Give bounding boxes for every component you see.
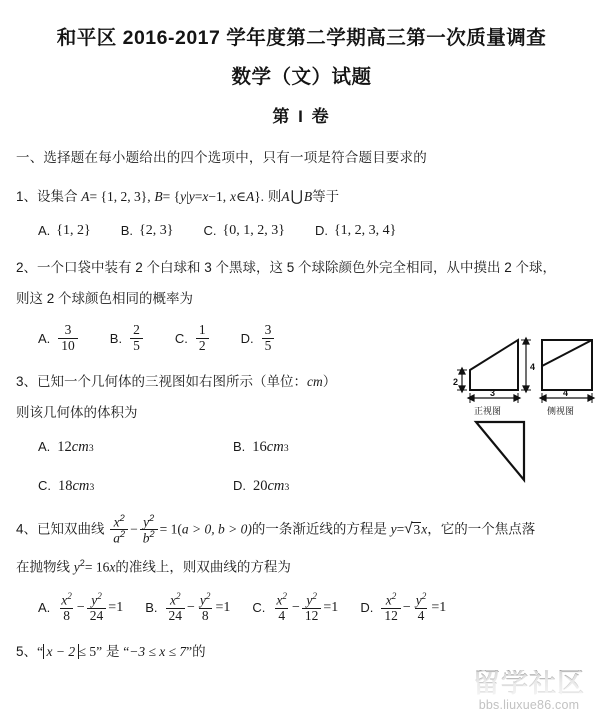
q4-option-b-denom-x: 24 — [166, 608, 186, 623]
side-view-base-dim-label: 4 — [563, 388, 569, 398]
q4-option-c-fraction-x: $\frac{x^2}{4}$ — [276, 591, 287, 624]
q3-option-c-exponent: 3 — [89, 481, 95, 493]
q4-option-a-fraction-y: $\frac{y^2}{24}$ — [87, 592, 107, 623]
q2-option-d-denominator: 5 — [262, 338, 275, 353]
q3-option-a-unit: cm — [71, 438, 89, 455]
q1-option-b[interactable] — [121, 223, 174, 239]
q5-quote-close: ” — [96, 644, 103, 660]
sqrt-icon: √ 3 — [404, 520, 421, 538]
front-view-label: 正视图 — [474, 406, 502, 416]
q1-option-a[interactable] — [38, 223, 91, 239]
side-view-shape — [542, 340, 592, 390]
q4-option-d-denom-y: 4 — [415, 608, 428, 623]
q1-option-d[interactable] — [315, 223, 396, 239]
q4-option-d-fraction-y: $\frac{y^2}{4}$ — [415, 591, 427, 624]
q2-option-a-denominator: 10 — [58, 338, 78, 353]
q4-option-a-denom-x: 8 — [60, 608, 73, 623]
question-2 — [16, 258, 589, 279]
q2-option-b-label: B. — [109, 330, 123, 346]
page-title: 和平区 2016-2017 学年度第二学期高三第一次质量调查 — [56, 27, 547, 49]
question-1 — [16, 185, 589, 208]
q3-option-b-value: 16 — [252, 438, 267, 455]
q4-option-b-fraction-x: $\frac{x^2}{24}$ — [166, 592, 186, 623]
q1-set-b-minus: −1 — [208, 189, 223, 205]
q4-option-b-label: B. — [145, 600, 158, 616]
q4-number: 4、 — [16, 521, 38, 537]
q3-unit: cm — [307, 373, 323, 389]
watermark-brand: 留学社区 — [459, 670, 599, 697]
q4-option-c-denom-y: 12 — [302, 608, 322, 623]
question-2-line2: 则这 2 个球颜色相同的概率为 — [16, 290, 194, 306]
q1-set-b-comma: , — [222, 189, 227, 205]
q1-then: 则 — [267, 189, 282, 205]
q2-option-b[interactable] — [110, 323, 145, 352]
q3-option-d-unit: cm — [267, 477, 285, 494]
q4-option-c-denom-x: 4 — [275, 608, 288, 623]
q4-option-d-fraction-x: $\frac{x^2}{12}$ — [381, 592, 401, 623]
q1-option-a-text: {1, 2} — [56, 222, 91, 238]
q4-eq2: = — [396, 521, 405, 537]
q4-option-b-fraction-y: $\frac{y^2}{8}$ — [199, 591, 211, 624]
q1-option-d-text: {1, 2, 3, 4} — [333, 222, 397, 238]
q3-number: 3、 — [16, 373, 38, 389]
q4-option-a-denom-y: 24 — [87, 608, 107, 623]
q4-option-b[interactable]: B. $\frac{x^2}{24}$ − $\frac{y^2}{8}$ =1 — [145, 591, 231, 624]
q1-set-b-close: } — [254, 189, 261, 205]
question-4-options — [16, 592, 589, 623]
q4-option-a[interactable]: A. $\frac{x^2}{8}$ − $\frac{y^2}{24}$ =1 — [38, 591, 124, 624]
q5-relation-2: −3 ≤ x ≤ 7 — [129, 644, 187, 660]
q1-set-b-x: x — [202, 189, 209, 205]
q3-option-b-unit: cm — [266, 438, 284, 455]
q4-option-a-fraction-x: $\frac{x^2}{8}$ — [61, 591, 72, 624]
site-watermark — [459, 670, 599, 712]
union-icon: ⋃ — [290, 188, 303, 206]
q3-stem-line1-b: ） — [322, 373, 337, 389]
q5-quote-open-2: “ — [123, 644, 130, 660]
q2-option-d-label: D. — [240, 330, 254, 346]
q4-y: y — [390, 521, 397, 537]
q4-option-c-label: C. — [252, 600, 266, 616]
q2-option-a-fraction — [58, 323, 78, 352]
question-5 — [16, 642, 589, 663]
q1-stem-prefix: 设集合 — [37, 189, 78, 205]
q4-line2-eq: = 16 — [84, 559, 110, 575]
q1-option-c[interactable] — [204, 223, 285, 239]
q2-option-b-numerator: 2 — [133, 322, 140, 338]
q4-eq-tail: = 1( — [159, 521, 182, 537]
q4-option-c[interactable]: C. $\frac{x^2}{4}$ − $\frac{y^2}{12}$ =1 — [252, 591, 339, 624]
q4-option-b-denom-y: 8 — [199, 608, 212, 623]
q2-option-a-label: A. — [38, 330, 51, 346]
q2-option-b-fraction — [130, 323, 143, 352]
q4-line2-a: 在抛物线 — [16, 559, 70, 575]
watermark-url: bbs.liuxue86.com — [478, 698, 580, 712]
q3-option-a-label: A. — [38, 438, 51, 454]
q1-number: 1、 — [16, 189, 38, 205]
q1-set-b-a: A — [245, 189, 255, 205]
q1-set-b-open: = { — [162, 189, 181, 205]
front-view-left-dim-label: 2 — [453, 377, 459, 387]
q4-option-d[interactable]: D. $\frac{x^2}{12}$ − $\frac{y^2}{4}$ =1 — [360, 591, 447, 624]
q4-line2-x: x — [109, 559, 116, 575]
q4-line2-y: y — [73, 559, 80, 575]
q3-option-d-exponent: 3 — [284, 481, 290, 493]
front-view-right-dim-label: 4 — [530, 362, 536, 372]
q3-option-d-label: D. — [233, 477, 246, 493]
q5-relation-1: ≤ 5 — [78, 644, 97, 660]
q3-option-a-value: 12 — [57, 438, 72, 455]
q1-set-b-var2: y — [188, 189, 195, 205]
question-4: 4、已知双曲线 $\frac{x^2}{a^2}$ − $\frac{y^2}{b^2}$ = 1(a > 0, b > 0)的一条渐近线的方程是 y= √ 3 x，它的一个焦点落 — [16, 512, 536, 546]
q2-option-c-label: C. — [174, 330, 188, 346]
q4-option-d-label: D. — [360, 600, 374, 616]
side-view-label: 侧视图 — [547, 406, 575, 416]
q4-stem-b: 的一条渐近线的方程是 — [251, 521, 387, 537]
q2-option-a-numerator: 3 — [64, 322, 72, 338]
q2-option-c[interactable] — [175, 323, 211, 352]
q1-set-b-in: ∈ — [235, 189, 246, 205]
q4-option-d-denom-x: 12 — [381, 608, 401, 623]
q3-option-b-label: B. — [233, 438, 246, 454]
q2-option-c-numerator: 1 — [198, 322, 206, 338]
q1-set-b: B — [154, 189, 163, 205]
q1-option-b-label: B. — [120, 223, 134, 239]
q1-option-c-label: C. — [203, 223, 217, 239]
q3-option-d-value: 20 — [253, 477, 268, 494]
page-subtitle: 数学（文）试题 — [231, 66, 372, 89]
q4-stem-a: 已知双曲线 — [37, 521, 105, 537]
q2-option-a[interactable] — [38, 323, 80, 352]
section-title: 第 I 卷 — [272, 107, 331, 127]
q2-number: 2、 — [16, 259, 38, 275]
q1-union-b: B — [303, 189, 313, 205]
q4-option-a-label: A. — [38, 600, 51, 616]
q2-stem-line1: 一个口袋中装有 2 个白球和 3 个黑球，这 5 个球除颜色外完全相同，从中摸出 2 个球， — [37, 259, 557, 275]
section-instruction: 一、选择题在每小题给出的四个选项中，只有一项是符合题目要求的 — [16, 150, 427, 166]
q4-stem-c: ，它的一个焦点落 — [427, 521, 536, 537]
top-view-shape — [476, 422, 524, 480]
q3-option-c-value: 18 — [58, 477, 73, 494]
q5-is-word: 是 — [105, 644, 120, 660]
q4-condition: a > 0, b > 0) — [181, 521, 252, 537]
q1-comma-1: , — [147, 189, 151, 205]
q1-tail: 等于 — [312, 189, 340, 205]
q1-set-b-bar: | — [186, 189, 189, 205]
q1-set-b-var: y — [180, 189, 187, 205]
q1-set-a: A — [81, 189, 90, 205]
q3-stem-line1-a: 已知一个几何体的三视图如右图所示（单位： — [37, 373, 308, 389]
q1-set-b-eq: = — [194, 189, 203, 205]
q4-fraction-y: $\frac{y^2}{b^2}$ — [140, 514, 158, 546]
q3-option-b-exponent: 3 — [283, 442, 289, 454]
q4-x: x — [421, 521, 428, 537]
question-3-line2: 则该几何体的体积为 — [16, 404, 138, 420]
q2-option-c-denominator: 2 — [196, 338, 209, 353]
three-view-svg — [448, 318, 600, 490]
q3-option-c[interactable] — [38, 478, 233, 495]
three-view-figure — [448, 318, 600, 490]
question-1-options — [16, 223, 589, 239]
q4-fraction-x: $\frac{x^2}{a^2}$ — [110, 514, 128, 546]
front-view-left-dimension — [457, 368, 467, 392]
q1-option-d-label: D. — [314, 223, 328, 239]
q1-set-b-x2: x — [229, 189, 236, 205]
q2-option-d-numerator: 3 — [264, 322, 272, 338]
q5-quote-close-2: ” — [186, 644, 193, 660]
front-view-base-dim-label: 3 — [490, 388, 496, 398]
q2-option-b-denominator: 5 — [130, 338, 143, 353]
q5-tail: 的 — [192, 644, 206, 660]
q1-set-a-value: = {1, 2, 3} — [89, 189, 148, 205]
question-4-line2: 在抛物线 $y^2= 16x$的准线上，则双曲线的方程为 — [16, 558, 291, 575]
q3-option-c-label: C. — [38, 477, 51, 493]
q3-option-c-unit: cm — [72, 477, 90, 494]
q2-option-c-fraction — [196, 323, 209, 352]
q4-line2-b: 的准线上，则双曲线的方程为 — [115, 559, 291, 575]
q5-absolute-value: x − 2 — [43, 644, 79, 659]
q1-union-a: A — [281, 189, 290, 205]
q5-number: 5、 — [16, 644, 38, 660]
q3-option-a-exponent: 3 — [88, 442, 94, 454]
q5-quote-open: “ — [37, 644, 44, 660]
q2-option-d-fraction — [262, 323, 275, 352]
q4-option-c-fraction-y: $\frac{y^2}{12}$ — [302, 592, 322, 623]
q3-option-a[interactable] — [38, 439, 233, 456]
q1-option-c-text: {0, 1, 2, 3} — [222, 222, 285, 238]
q1-option-b-text: {2, 3} — [139, 222, 174, 238]
q1-period: . — [260, 189, 265, 205]
front-view-shape — [470, 340, 518, 390]
q4-sqrt-value: 3 — [413, 522, 421, 538]
q1-option-a-label: A. — [38, 223, 51, 239]
q2-option-d[interactable] — [241, 323, 277, 352]
